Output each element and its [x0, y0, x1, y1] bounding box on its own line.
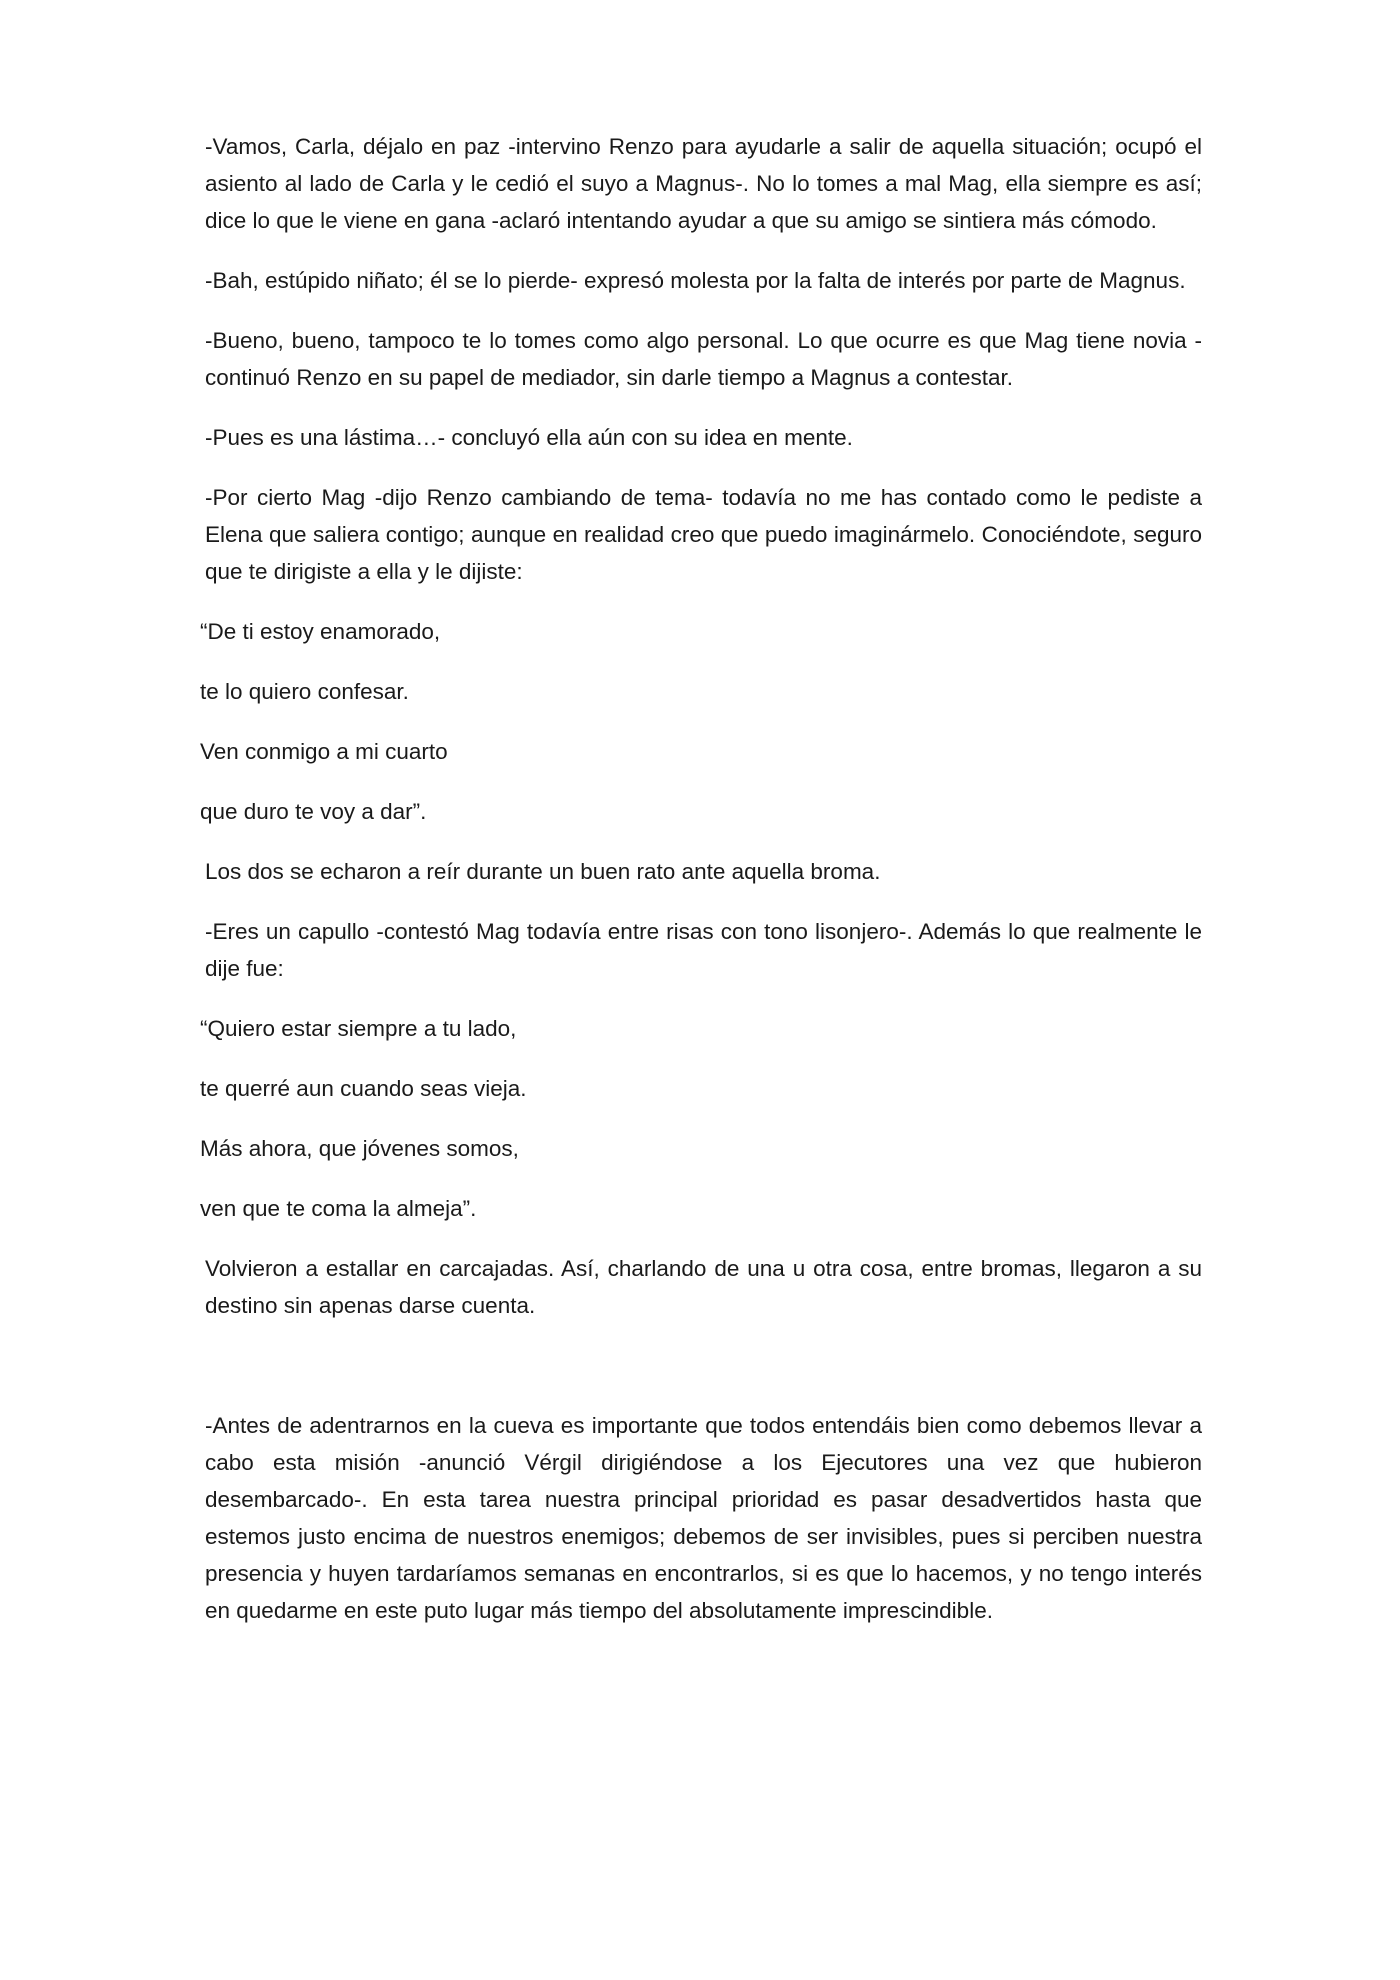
section-break [200, 1347, 1202, 1407]
verse-line: te lo quiero confesar. [200, 679, 409, 704]
paragraph-vergil-briefing: -Antes de adentrarnos en la cueva es importante que todos entendáis bien como debemos llevar a cabo esta misión -anunció Vérgil dirigiéndose a los Ejecutores una vez que hubieron desembarcado-. En esta tarea nuestra principal prioridad es pasar desadvertidos hasta que estemos justo encima de nuestros enemigos; debemos de ser invisibles, pues si perciben nuestra presencia y huyen tardaríamos semanas en encontrarlos, si es que lo hacemos, y no tengo interés en quedarme en este puto lugar más tiempo del absolutamente imprescindible. [205, 1413, 1202, 1623]
paragraph-laughter: Los dos se echaron a reír durante un buen rato ante aquella broma. [205, 859, 881, 884]
text-body [200, 128, 1202, 1652]
verse-line: Ven conmigo a mi cuarto [200, 739, 448, 764]
paragraph-arrival: Volvieron a estallar en carcajadas. Así, charlando de una u otra cosa, entre bromas, llegaron a su destino sin apenas darse cuenta. [205, 1256, 1202, 1318]
verse-line: que duro te voy a dar”. [200, 799, 427, 824]
verse-line: Más ahora, que jóvenes somos, [200, 1136, 519, 1161]
verse-line: ven que te coma la almeja”. [200, 1196, 477, 1221]
paragraph-renzo-mediator: -Bueno, bueno, tampoco te lo tomes como algo personal. Lo que ocurre es que Mag tiene novia -continuó Renzo en su papel de mediador, sin darle tiempo a Magnus a contestar. [205, 328, 1202, 390]
verse-line: “Quiero estar siempre a tu lado, [200, 1016, 517, 1041]
paragraph-mag-answers: -Eres un capullo -contestó Mag todavía entre risas con tono lisonjero-. Además lo que realmente le dije fue: [205, 919, 1202, 981]
verse-line: “De ti estoy enamorado, [200, 619, 441, 644]
paragraph-renzo-changes-topic: -Por cierto Mag -dijo Renzo cambiando de tema- todavía no me has contado como le pediste a Elena que saliera contigo; aunque en realidad creo que puedo imaginármelo. Conociéndote, seguro que te dirigiste a ella y le dijiste: [205, 485, 1202, 584]
verse-line: te querré aun cuando seas vieja. [200, 1076, 527, 1101]
paragraph-renzo-intervenes: -Vamos, Carla, déjalo en paz -intervino Renzo para ayudarle a salir de aquella situación; ocupó el asiento al lado de Carla y le cedió el suyo a Magnus-. No lo tomes a mal Mag, ella siempre es así; dice lo que le viene en gana -aclaró intentando ayudar a que su amigo se sintiera más cómodo. [205, 134, 1202, 233]
paragraph-carla-annoyed: -Bah, estúpido niñato; él se lo pierde- expresó molesta por la falta de interés por parte de Magnus. [205, 268, 1186, 293]
paragraph-carla-concludes: -Pues es una lástima…- concluyó ella aún con su idea en mente. [205, 425, 853, 450]
